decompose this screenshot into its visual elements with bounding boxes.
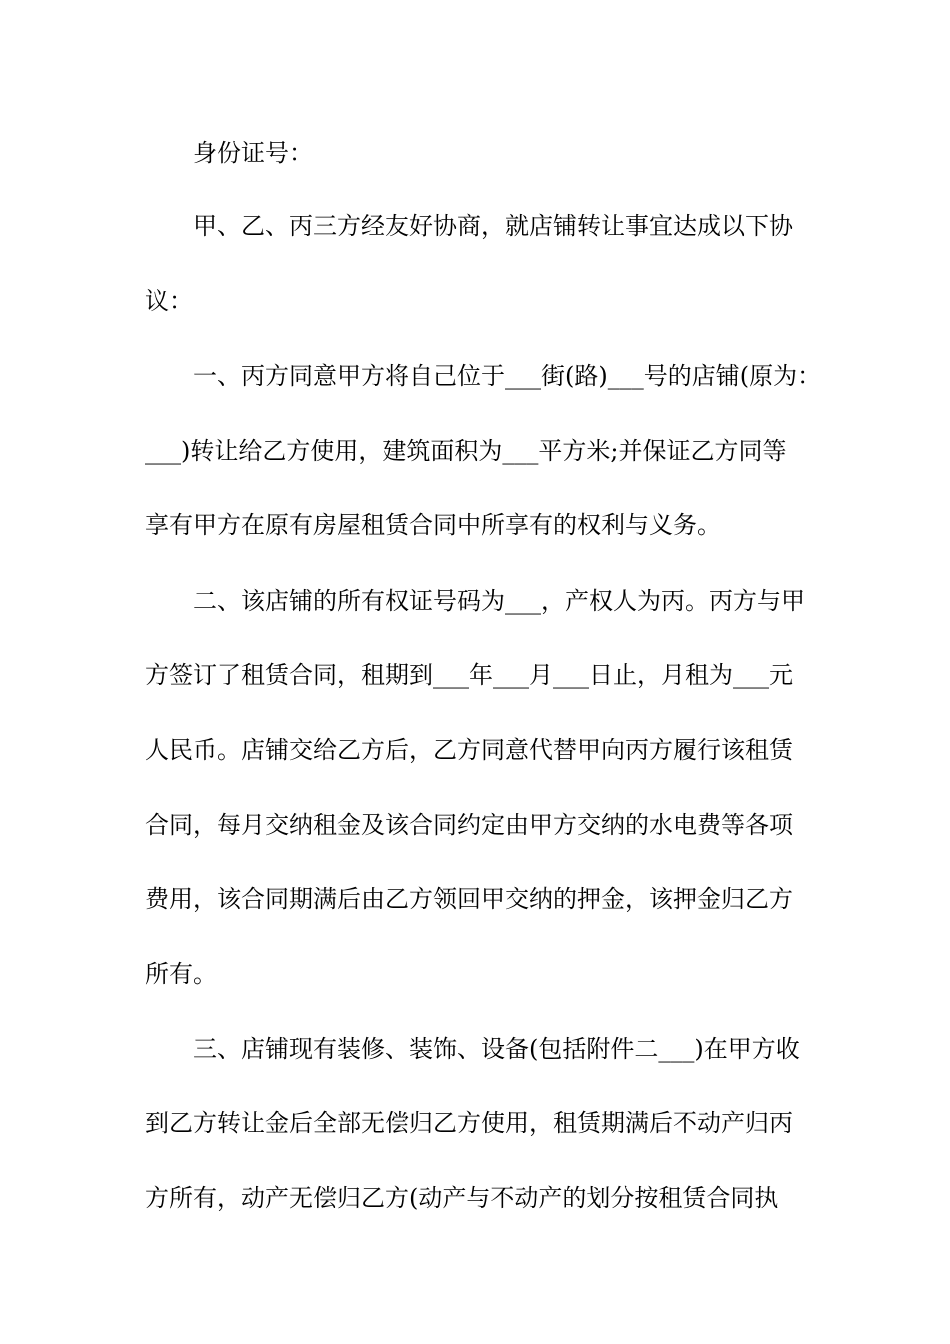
clause-2-line-2: 方签订了租赁合同，租期到___年___月___日止，月租为___元	[145, 661, 793, 689]
clause-2-line-4: 合同，每月交纳租金及该合同约定由甲方交纳的水电费等各项	[145, 811, 793, 839]
preamble-line-2: 议：	[145, 287, 193, 315]
clause-1-line-1: 一、丙方同意甲方将自己位于___街(路)___号的店铺(原为：	[193, 362, 822, 390]
clause-2-line-5: 费用，该合同期满后由乙方领回甲交纳的押金，该押金归乙方	[145, 885, 793, 913]
clause-3-line-1: 三、店铺现有装修、装饰、设备(包括附件二___)在甲方收	[193, 1035, 800, 1063]
clause-3-line-3: 方所有，动产无偿归乙方(动产与不动产的划分按租赁合同执	[145, 1184, 779, 1212]
clause-2-line-6: 所有。	[145, 960, 217, 988]
preamble-line-1: 甲、乙、丙三方经友好协商，就店铺转让事宜达成以下协	[193, 212, 793, 240]
clause-2-line-1: 二、该店铺的所有权证号码为___，产权人为丙。丙方与甲	[193, 587, 805, 615]
clause-1-line-3: 享有甲方在原有房屋租赁合同中所享有的权利与义务。	[145, 511, 721, 539]
clause-2-line-3: 人民币。店铺交给乙方后，乙方同意代替甲向丙方履行该租赁	[145, 736, 793, 764]
clause-1-line-2: ___)转让给乙方使用，建筑面积为___平方米;并保证乙方同等	[145, 437, 787, 465]
clause-3-line-2: 到乙方转让金后全部无偿归乙方使用，租赁期满后不动产归丙	[145, 1109, 793, 1137]
id-number-label: 身份证号：	[193, 139, 313, 167]
